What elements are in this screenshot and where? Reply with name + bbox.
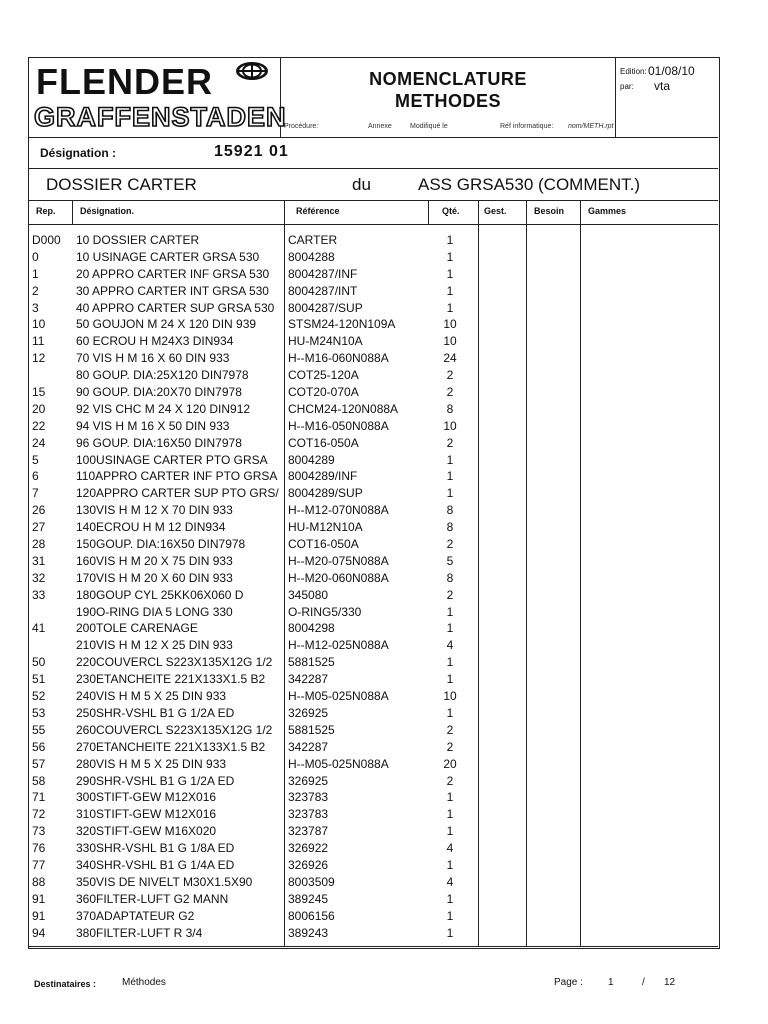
row-reference: 8004289/SUP bbox=[288, 486, 363, 501]
row-designation: 190O-RING DIA 5 LONG 330 bbox=[76, 604, 233, 619]
table-row bbox=[28, 705, 718, 722]
label-procedure: Procédure: bbox=[284, 123, 319, 130]
designation-number: 15921 01 bbox=[214, 143, 289, 160]
row-reference: H--M05-025N088A bbox=[288, 756, 389, 771]
row-reference: 342287 bbox=[288, 739, 329, 754]
row-quantity: 4 bbox=[446, 841, 454, 856]
row-designation: 290SHR-VSHL B1 G 1/2A ED bbox=[76, 773, 235, 788]
edition-label: Edition: bbox=[620, 67, 647, 76]
row-reference: 8004289 bbox=[288, 452, 335, 467]
row-quantity: 2 bbox=[446, 537, 454, 552]
row-rep: 12 bbox=[32, 351, 46, 366]
row-rep: 15 bbox=[32, 385, 46, 400]
column-rule bbox=[72, 200, 73, 224]
row-rep: 10 bbox=[32, 317, 46, 332]
label-report-file: nom/METH.rpt bbox=[568, 123, 614, 130]
row-rep: D000 bbox=[32, 233, 61, 247]
row-quantity: 10 bbox=[443, 418, 457, 433]
row-designation: 160VIS H M 20 X 75 DIN 933 bbox=[76, 553, 233, 568]
page-label: Page : bbox=[554, 977, 583, 988]
row-designation: 60 ECROU H M24X3 DIN934 bbox=[76, 334, 234, 349]
table-row bbox=[28, 604, 718, 621]
row-reference: 8006156 bbox=[288, 908, 335, 923]
row-quantity: 1 bbox=[446, 891, 454, 906]
row-designation: 10 DOSSIER CARTER bbox=[76, 233, 200, 247]
page-total: 12 bbox=[664, 977, 676, 988]
row-designation: 300STIFT-GEW M12X016 bbox=[76, 790, 217, 805]
table-row bbox=[28, 418, 718, 435]
row-rep: 31 bbox=[32, 553, 46, 568]
row-quantity: 8 bbox=[446, 520, 454, 535]
row-rep: 20 bbox=[32, 401, 46, 416]
row-rep: 28 bbox=[32, 537, 46, 552]
table-row bbox=[28, 333, 718, 350]
row-designation: 180GOUP CYL 25KK06X060 D bbox=[76, 587, 244, 602]
row-designation: 100USINAGE CARTER PTO GRSA bbox=[76, 452, 268, 467]
col-header-gest: Gest. bbox=[484, 206, 507, 216]
label-annexe: Annexe bbox=[368, 123, 392, 130]
row-designation: 120APPRO CARTER SUP PTO GRS/ bbox=[76, 486, 279, 501]
row-quantity: 1 bbox=[446, 807, 454, 822]
row-reference: 8004288 bbox=[288, 249, 335, 264]
row-designation: 260COUVERCL S223X135X12G 1/2 bbox=[76, 722, 273, 737]
table-row bbox=[28, 773, 718, 790]
row-quantity: 2 bbox=[446, 739, 454, 754]
table-row bbox=[28, 553, 718, 570]
row-quantity: 1 bbox=[446, 604, 454, 619]
table-row bbox=[28, 350, 718, 367]
row-quantity: 1 bbox=[446, 857, 454, 872]
divider bbox=[28, 224, 718, 225]
row-reference: 8004287/SUP bbox=[288, 300, 363, 315]
row-reference: H--M12-025N088A bbox=[288, 638, 389, 653]
row-quantity: 1 bbox=[446, 283, 454, 298]
row-designation: 310STIFT-GEW M12X016 bbox=[76, 807, 217, 822]
row-designation: 240VIS H M 5 X 25 DIN 933 bbox=[76, 689, 227, 704]
edition-date: 01/08/10 bbox=[648, 64, 695, 78]
col-header-qte: Qté. bbox=[442, 206, 460, 216]
row-quantity: 1 bbox=[446, 790, 454, 805]
row-reference: 326925 bbox=[288, 773, 329, 788]
row-reference: H--M16-060N088A bbox=[288, 351, 389, 366]
column-rule bbox=[428, 200, 429, 224]
row-reference: 342287 bbox=[288, 672, 329, 687]
label-ref-informatique: Réf informatique: bbox=[500, 123, 554, 130]
row-quantity: 1 bbox=[446, 621, 454, 636]
table-row bbox=[28, 485, 718, 502]
recipients-value: Méthodes bbox=[122, 977, 166, 988]
par-label: par: bbox=[620, 82, 634, 91]
table-row bbox=[28, 401, 718, 418]
table-row bbox=[28, 435, 718, 452]
table-row bbox=[28, 806, 718, 823]
row-rep: 5 bbox=[32, 452, 39, 467]
row-designation: 230ETANCHEITE 221X133X1.5 B2 bbox=[76, 672, 266, 687]
row-quantity: 2 bbox=[446, 435, 454, 450]
row-rep: 3 bbox=[32, 300, 39, 315]
row-rep: 73 bbox=[32, 824, 46, 839]
table-row bbox=[28, 739, 718, 756]
row-quantity: 1 bbox=[446, 233, 454, 247]
designation-label: Désignation : bbox=[40, 146, 117, 160]
row-designation: 330SHR-VSHL B1 G 1/8A ED bbox=[76, 841, 235, 856]
row-rep: 71 bbox=[32, 790, 46, 805]
row-reference: 5881525 bbox=[288, 655, 335, 670]
row-reference: STSM24-120N109A bbox=[288, 317, 396, 332]
table-row bbox=[28, 654, 718, 671]
row-rep: 41 bbox=[32, 621, 46, 636]
logo-text-flender: FLENDER bbox=[36, 61, 213, 102]
row-rep: 11 bbox=[32, 334, 45, 349]
row-rep: 94 bbox=[32, 925, 46, 940]
row-reference: 389243 bbox=[288, 925, 329, 940]
row-rep: 57 bbox=[32, 756, 46, 771]
table-row bbox=[28, 249, 718, 266]
row-quantity: 8 bbox=[446, 401, 454, 416]
row-designation: 350VIS DE NIVELT M30X1.5X90 bbox=[76, 874, 253, 889]
row-quantity: 4 bbox=[446, 874, 454, 889]
table-row bbox=[28, 840, 718, 857]
designation-du: du bbox=[352, 175, 371, 194]
row-reference: 5881525 bbox=[288, 722, 335, 737]
row-designation: 130VIS H M 12 X 70 DIN 933 bbox=[76, 503, 233, 518]
row-reference: 8004287/INF bbox=[288, 266, 358, 281]
row-quantity: 1 bbox=[446, 249, 454, 264]
row-quantity: 1 bbox=[446, 486, 454, 501]
row-rep: 56 bbox=[32, 739, 46, 754]
row-designation: 150GOUP. DIA:16X50 DIN7978 bbox=[76, 537, 246, 552]
row-rep: 88 bbox=[32, 874, 46, 889]
title-nomenclature: NOMENCLATURE bbox=[369, 69, 527, 89]
row-rep: 77 bbox=[32, 857, 46, 872]
row-reference: HU-M12N10A bbox=[288, 520, 363, 535]
row-quantity: 2 bbox=[446, 385, 454, 400]
row-reference: H--M05-025N088A bbox=[288, 689, 389, 704]
row-rep: 1 bbox=[32, 266, 39, 281]
row-reference: COT20-070A bbox=[288, 385, 359, 400]
row-quantity: 1 bbox=[446, 266, 454, 281]
col-header-reference: Référence bbox=[296, 206, 340, 216]
row-designation: 210VIS H M 12 X 25 DIN 933 bbox=[76, 638, 233, 653]
row-quantity: 2 bbox=[446, 587, 454, 602]
row-reference: 323783 bbox=[288, 807, 329, 822]
row-rep: 27 bbox=[32, 520, 46, 535]
table-row bbox=[28, 266, 718, 283]
row-quantity: 1 bbox=[446, 705, 454, 720]
row-reference: 8004289/INF bbox=[288, 469, 358, 484]
row-quantity: 2 bbox=[446, 368, 454, 383]
row-quantity: 1 bbox=[446, 672, 454, 687]
table-row bbox=[28, 283, 718, 300]
table-row bbox=[28, 316, 718, 333]
document-header bbox=[28, 57, 718, 138]
row-designation: 70 VIS H M 16 X 60 DIN 933 bbox=[76, 351, 230, 366]
row-quantity: 1 bbox=[446, 908, 454, 923]
row-reference: CARTER bbox=[288, 233, 338, 247]
row-quantity: 2 bbox=[446, 773, 454, 788]
row-rep: 33 bbox=[32, 587, 46, 602]
row-designation: 10 USINAGE CARTER GRSA 530 bbox=[76, 249, 260, 264]
row-quantity: 1 bbox=[446, 452, 454, 467]
table-row bbox=[28, 671, 718, 688]
row-reference: 8003509 bbox=[288, 874, 335, 889]
assembly-reference: ASS GRSA530 (COMMENT.) bbox=[418, 175, 640, 194]
row-rep: 32 bbox=[32, 570, 46, 585]
page-separator: / bbox=[642, 977, 645, 988]
row-quantity: 4 bbox=[446, 638, 454, 653]
table-row bbox=[28, 756, 718, 773]
table-row bbox=[28, 823, 718, 840]
row-quantity: 20 bbox=[443, 756, 457, 771]
table-row bbox=[28, 536, 718, 553]
title-methodes: METHODES bbox=[394, 91, 501, 111]
row-quantity: 2 bbox=[446, 722, 454, 737]
row-rep: 55 bbox=[32, 722, 46, 737]
row-designation: 92 VIS CHC M 24 X 120 DIN912 bbox=[76, 401, 251, 416]
row-reference: 8004298 bbox=[288, 621, 335, 636]
row-rep: 53 bbox=[32, 705, 46, 720]
row-rep: 76 bbox=[32, 841, 46, 856]
row-reference: 8004287/INT bbox=[288, 283, 358, 298]
row-designation: 280VIS H M 5 X 25 DIN 933 bbox=[76, 756, 227, 771]
row-rep: 2 bbox=[32, 283, 39, 298]
row-quantity: 24 bbox=[443, 351, 457, 366]
row-rep: 72 bbox=[32, 807, 46, 822]
row-designation: 94 VIS H M 16 X 50 DIN 933 bbox=[76, 418, 230, 433]
row-designation: 40 APPRO CARTER SUP GRSA 530 bbox=[76, 300, 275, 315]
row-designation: 270ETANCHEITE 221X133X1.5 B2 bbox=[76, 739, 266, 754]
row-reference: HU-M24N10A bbox=[288, 334, 363, 349]
row-quantity: 1 bbox=[446, 655, 454, 670]
page-number: 1 bbox=[608, 977, 614, 988]
row-designation: 320STIFT-GEW M16X020 bbox=[76, 824, 217, 839]
row-reference: CHCM24-120N088A bbox=[288, 401, 399, 416]
row-reference: 323783 bbox=[288, 790, 329, 805]
row-reference: H--M20-075N088A bbox=[288, 553, 389, 568]
row-quantity: 10 bbox=[443, 317, 457, 332]
table-row bbox=[28, 857, 718, 874]
row-rep: 7 bbox=[32, 486, 39, 501]
row-rep: 22 bbox=[32, 418, 46, 433]
row-rep: 91 bbox=[32, 908, 46, 923]
row-reference: O-RING5/330 bbox=[288, 604, 362, 619]
row-quantity: 5 bbox=[446, 553, 454, 568]
recipients-label: Destinataires : bbox=[34, 979, 97, 989]
row-quantity: 1 bbox=[446, 300, 454, 315]
row-reference: 326926 bbox=[288, 857, 329, 872]
row-rep: 51 bbox=[32, 672, 46, 687]
row-designation: 380FILTER-LUFT R 3/4 bbox=[76, 925, 203, 940]
row-quantity: 1 bbox=[446, 469, 454, 484]
row-designation: 250SHR-VSHL B1 G 1/2A ED bbox=[76, 705, 235, 720]
table-row bbox=[28, 502, 718, 519]
row-designation: 110APPRO CARTER INF PTO GRSA bbox=[76, 469, 278, 484]
table-row bbox=[28, 722, 718, 739]
row-designation: 360FILTER-LUFT G2 MANN bbox=[76, 891, 229, 906]
row-quantity: 8 bbox=[446, 570, 454, 585]
row-reference: H--M20-060N088A bbox=[288, 570, 389, 585]
row-rep: 0 bbox=[32, 249, 39, 264]
table-row bbox=[28, 908, 718, 925]
table-row bbox=[28, 891, 718, 908]
row-designation: 170VIS H M 20 X 60 DIN 933 bbox=[76, 570, 233, 585]
row-rep: 24 bbox=[32, 435, 46, 450]
table-row bbox=[28, 874, 718, 891]
table-row bbox=[28, 232, 718, 249]
row-reference: 345080 bbox=[288, 587, 329, 602]
parts-table bbox=[28, 232, 718, 941]
row-designation: 200TOLE CARENAGE bbox=[76, 621, 198, 636]
row-reference: 326925 bbox=[288, 705, 329, 720]
edition-block bbox=[616, 57, 718, 137]
assembly-name: DOSSIER CARTER bbox=[46, 175, 197, 194]
divider bbox=[28, 168, 718, 169]
table-row bbox=[28, 452, 718, 469]
row-quantity: 1 bbox=[446, 824, 454, 839]
row-reference: COT16-050A bbox=[288, 435, 359, 450]
par-value: vta bbox=[654, 79, 671, 93]
divider bbox=[28, 200, 718, 201]
row-designation: 96 GOUP. DIA:16X50 DIN7978 bbox=[76, 435, 242, 450]
table-row bbox=[28, 468, 718, 485]
row-designation: 220COUVERCL S223X135X12G 1/2 bbox=[76, 655, 273, 670]
globe-logo-icon bbox=[234, 61, 270, 81]
company-logo bbox=[28, 57, 287, 137]
row-designation: 370ADAPTATEUR G2 bbox=[76, 908, 195, 923]
table-row bbox=[28, 620, 718, 637]
row-designation: 20 APPRO CARTER INF GRSA 530 bbox=[76, 266, 270, 281]
title-block bbox=[281, 57, 616, 137]
logo-text-graffenstaden: GRAFFENSTADEN bbox=[34, 102, 287, 132]
col-header-gammes: Gammes bbox=[588, 206, 627, 216]
divider bbox=[28, 946, 718, 947]
table-row bbox=[28, 570, 718, 587]
row-quantity: 1 bbox=[446, 925, 454, 940]
row-reference: 326922 bbox=[288, 841, 329, 856]
row-reference: COT25-120A bbox=[288, 368, 359, 383]
table-row bbox=[28, 925, 718, 942]
row-reference: H--M16-050N088A bbox=[288, 418, 389, 433]
row-quantity: 10 bbox=[443, 334, 457, 349]
row-designation: 340SHR-VSHL B1 G 1/4A ED bbox=[76, 857, 235, 872]
col-header-designation: Désignation. bbox=[80, 206, 135, 216]
table-row bbox=[28, 367, 718, 384]
row-quantity: 10 bbox=[443, 689, 457, 704]
table-row bbox=[28, 300, 718, 317]
row-designation: 140ECROU H M 12 DIN934 bbox=[76, 520, 226, 535]
row-reference: 323787 bbox=[288, 824, 329, 839]
col-header-rep: Rep. bbox=[36, 206, 56, 216]
table-row bbox=[28, 587, 718, 604]
row-designation: 30 APPRO CARTER INT GRSA 530 bbox=[76, 283, 269, 298]
table-row bbox=[28, 688, 718, 705]
col-header-besoin: Besoin bbox=[534, 206, 565, 216]
row-rep: 26 bbox=[32, 503, 46, 518]
row-designation: 50 GOUJON M 24 X 120 DIN 939 bbox=[76, 317, 257, 332]
row-designation: 90 GOUP. DIA:20X70 DIN7978 bbox=[76, 385, 242, 400]
table-row bbox=[28, 637, 718, 654]
table-row bbox=[28, 384, 718, 401]
row-rep: 52 bbox=[32, 689, 46, 704]
row-quantity: 8 bbox=[446, 503, 454, 518]
row-rep: 6 bbox=[32, 469, 39, 484]
row-rep: 91 bbox=[32, 891, 46, 906]
table-row bbox=[28, 789, 718, 806]
row-reference: COT16-050A bbox=[288, 537, 359, 552]
row-designation: 80 GOUP. DIA:25X120 DIN7978 bbox=[76, 368, 249, 383]
label-modifie: Modifiqué le bbox=[410, 123, 448, 130]
row-rep: 58 bbox=[32, 773, 46, 788]
row-reference: 389245 bbox=[288, 891, 329, 906]
row-rep: 50 bbox=[32, 655, 46, 670]
table-row bbox=[28, 519, 718, 536]
row-reference: H--M12-070N088A bbox=[288, 503, 389, 518]
